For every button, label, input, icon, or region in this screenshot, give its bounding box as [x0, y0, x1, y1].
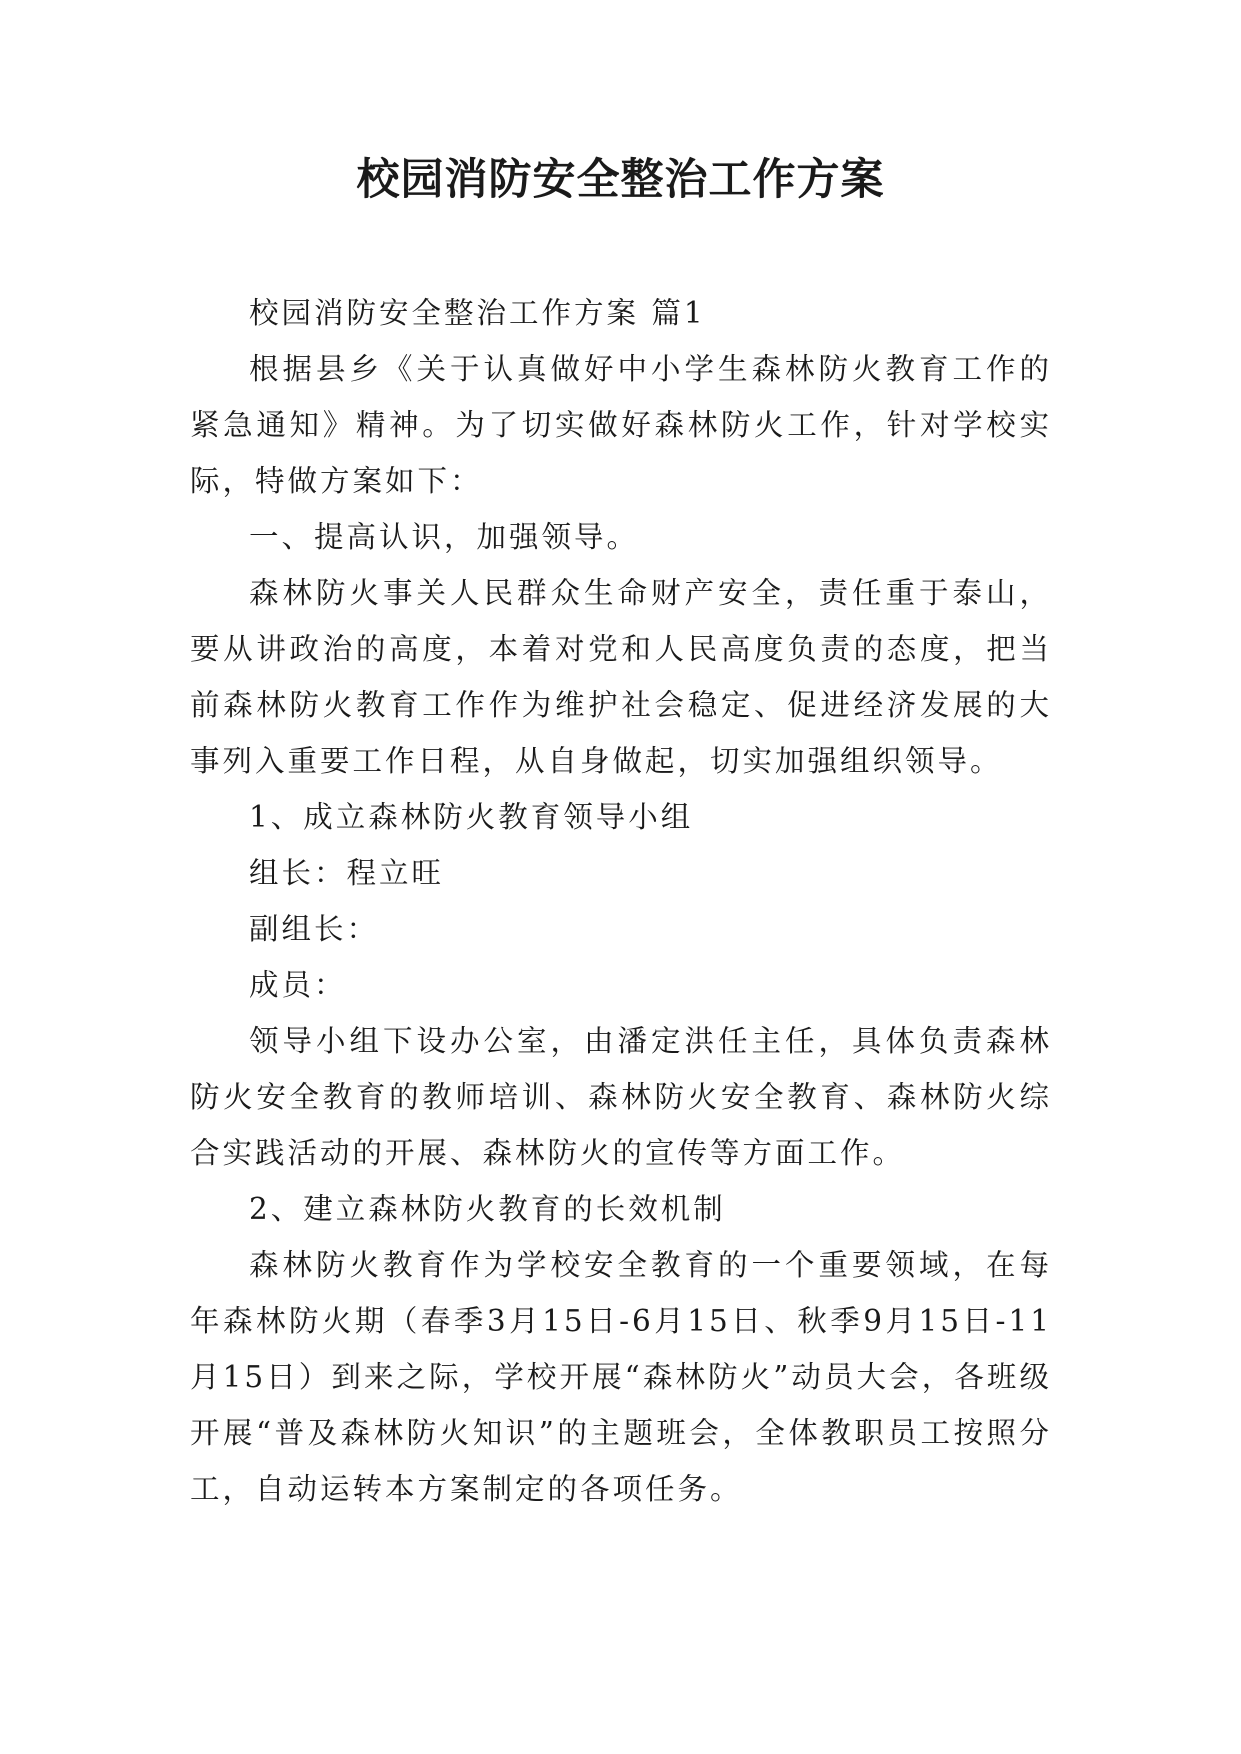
section-heading-1: 一、提高认识，加强领导。: [249, 520, 640, 554]
subheading-long-term-mechanism: 2、建立森林防火教育的长效机制: [249, 1192, 726, 1226]
members-line: 成员：: [249, 968, 347, 1002]
leader-line: 组长：程立旺: [249, 856, 445, 890]
paragraph-mechanism: 森林防火教育作为学校安全教育的一个重要领域，在每年森林防火期（春季3月15日-6月15日、秋季9月15日-11月15日）到来之际，学校开展“森林防火”动员大会，各班级开展“普及森林防火知识”的主题班会，全体教职员工按照分工，自动运转本方案制定的各项任务。: [190, 1248, 1052, 1506]
document-body: [190, 285, 1052, 1517]
paragraph-importance: 森林防火事关人民群众生命财产安全，责任重于泰山，要从讲政治的高度，本着对党和人民高度负责的态度，把当前森林防火教育工作作为维护社会稳定、促进经济发展的大事列入重要工作日程，从自身做起，切实加强组织领导。: [190, 576, 1052, 778]
document-title: 校园消防安全整治工作方案: [356, 155, 885, 205]
paragraph-intro: 根据县乡《关于认真做好中小学生森林防火教育工作的紧急通知》精神。为了切实做好森林防火工作，针对学校实际，特做方案如下：: [190, 352, 1052, 498]
section-heading-part-1: 校园消防安全整治工作方案 篇1: [249, 296, 706, 330]
paragraph-office: 领导小组下设办公室，由潘定洪任主任，具体负责森林防火安全教育的教师培训、森林防火安全教育、森林防火综合实践活动的开展、森林防火的宣传等方面工作。: [190, 1024, 1052, 1170]
deputy-leader-line: 副组长：: [249, 912, 380, 946]
subheading-leadership-group: 1、成立森林防火教育领导小组: [249, 800, 694, 834]
